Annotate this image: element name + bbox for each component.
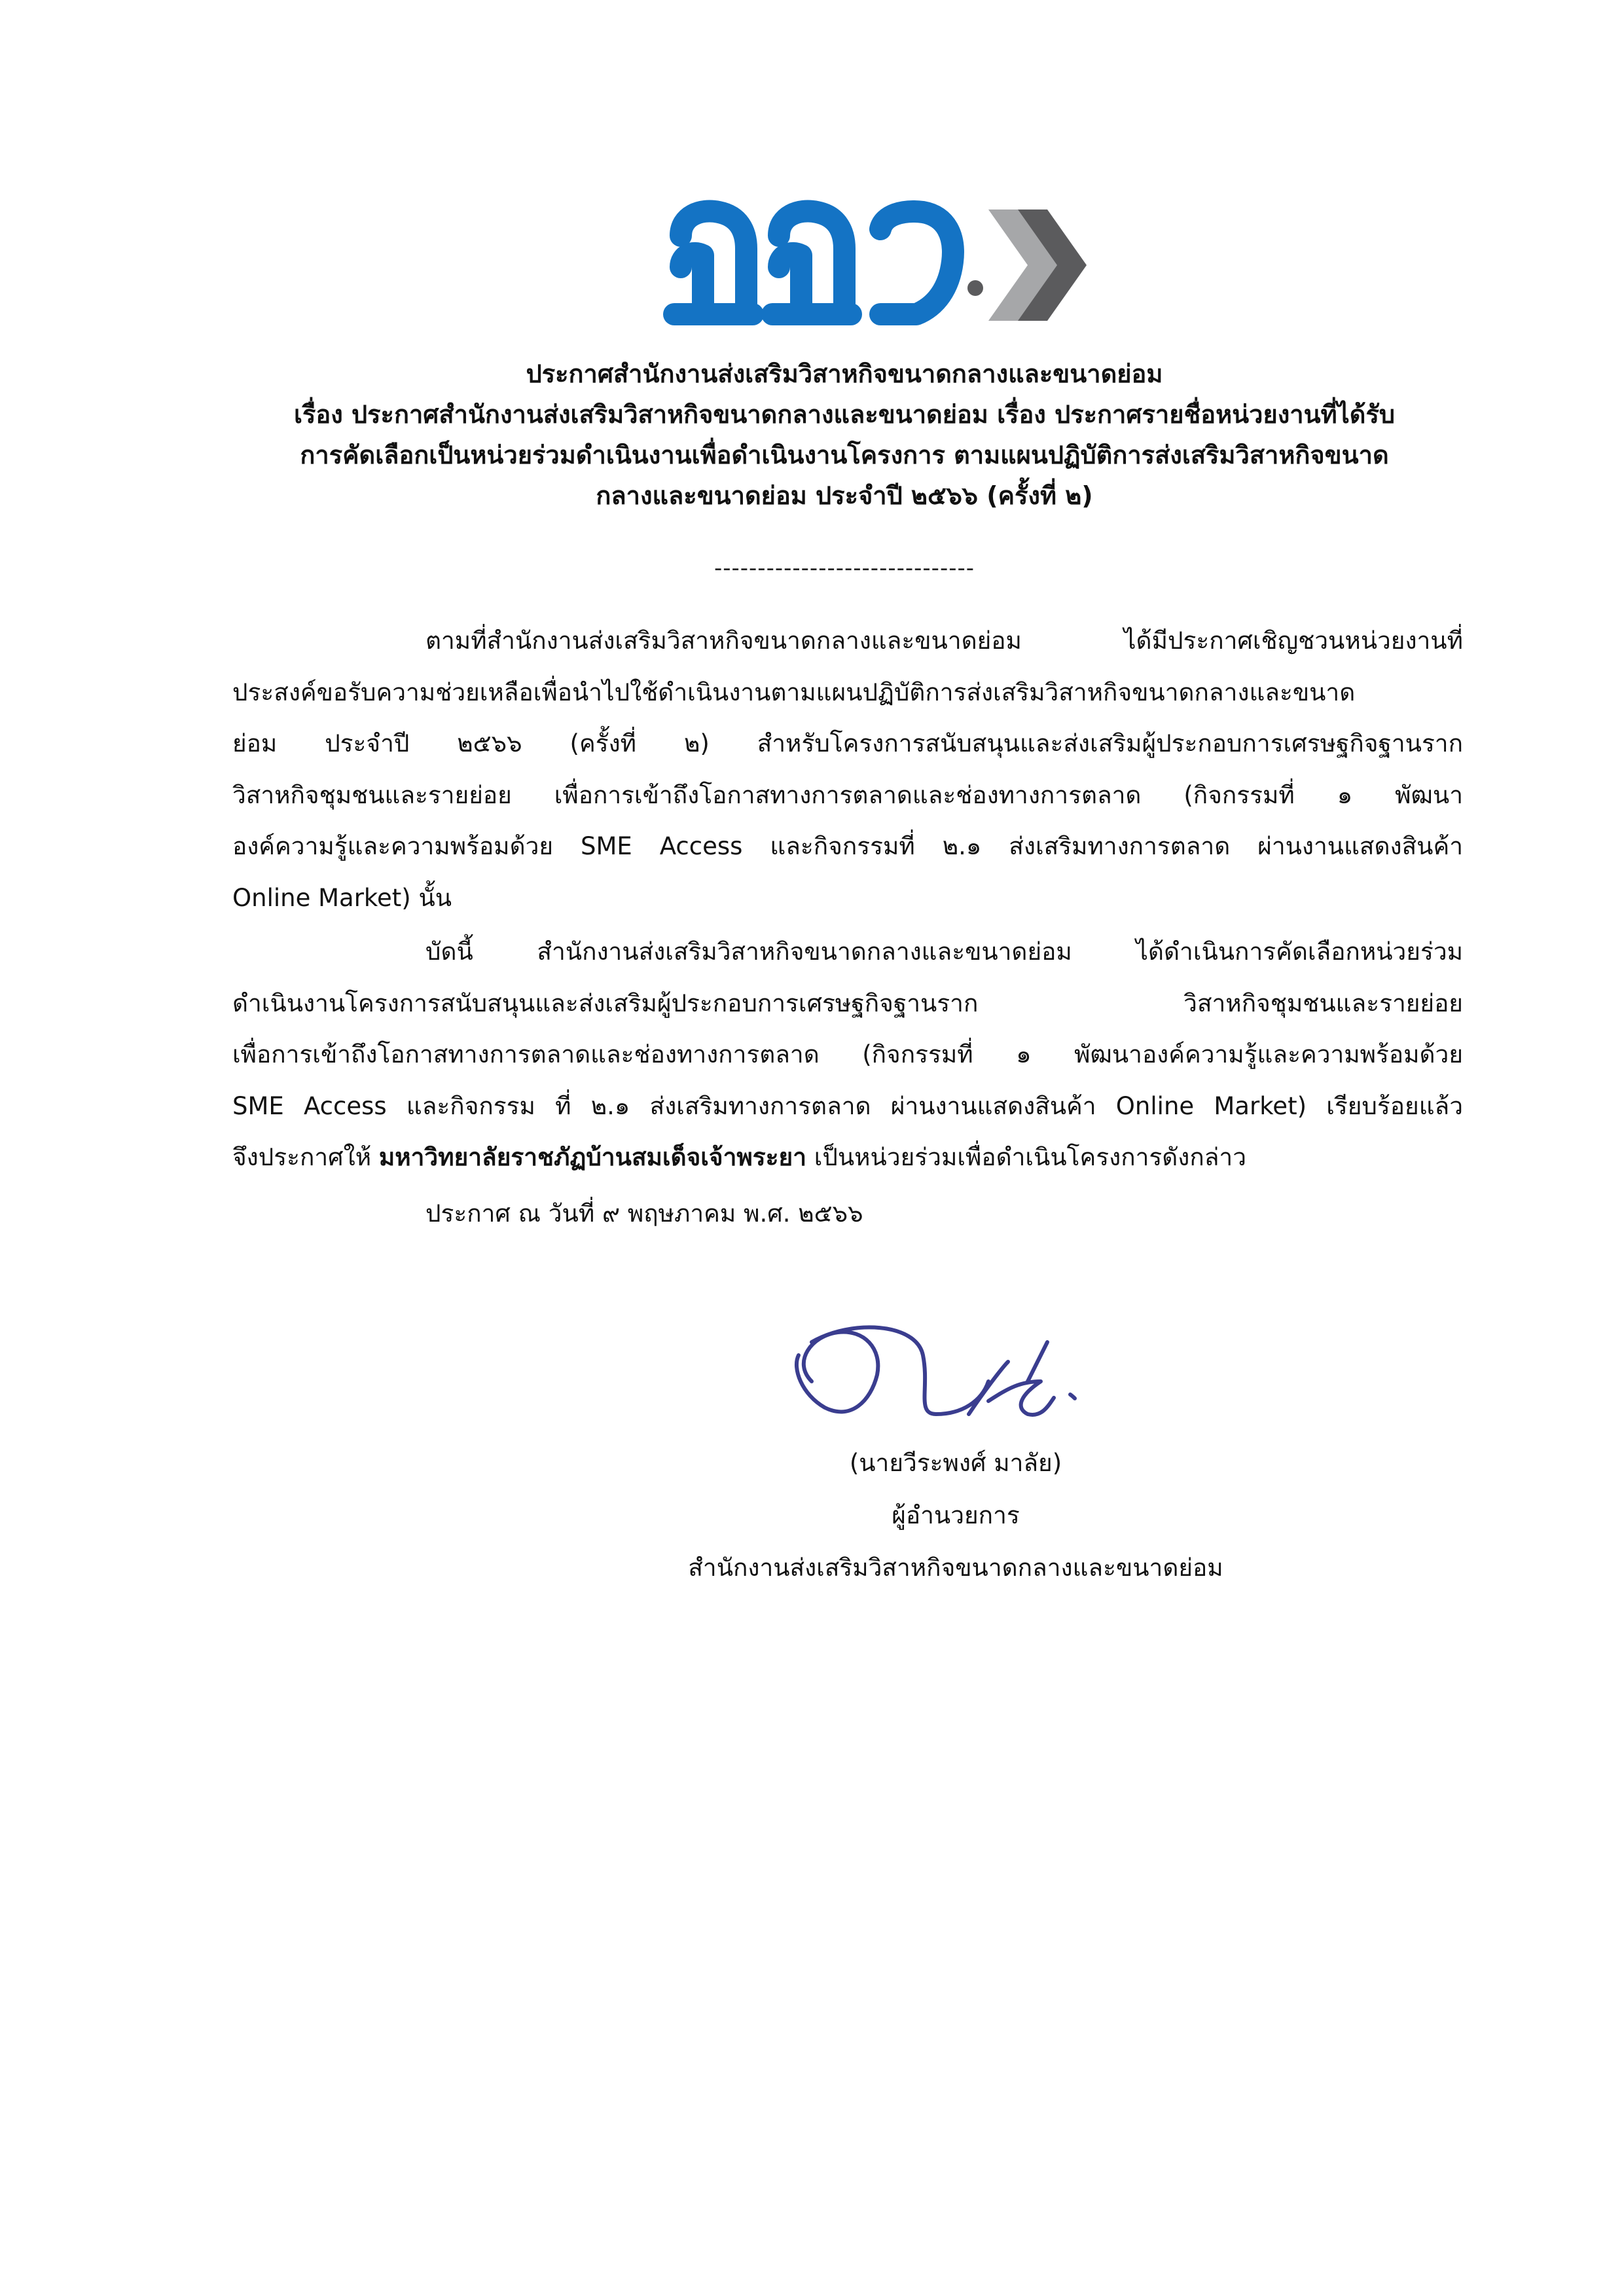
signatory-block (628, 1437, 1283, 1594)
announcement-heading (216, 354, 1473, 516)
heading-line-2: เรื่อง ประกาศสำนักงานส่งเสริมวิสาหกิจขนาดกลางและขนาดย่อม เรื่อง ประกาศรายชื่อหน่วยงานที่ได้รับ (294, 400, 1395, 429)
signatory-title: ผู้อำนวยการ (892, 1501, 1020, 1529)
heading-line-4: กลางและขนาดย่อม ประจำปี ๒๕๖๖ (ครั้งที่ ๒) (596, 481, 1093, 510)
paragraph-2-line: SME Access และกิจกรรม ที่ ๒.๑ ส่งเสริมทางการตลาด ผ่านงานแสดงสินค้า Online Market) เรียบร้อยแล้ว (232, 1091, 1463, 1120)
paragraph-1-line: ตามที่สำนักงานส่งเสริมวิสาหกิจขนาดกลางและขนาดย่อม ได้มีประกาศเชิญชวนหน่วยงานที่ (425, 627, 1463, 655)
paragraph-1-line: ย่อม ประจำปี ๒๕๖๖ (ครั้งที่ ๒) สำหรับโครงการสนับสนุนและส่งเสริมผู้ประกอบการเศรษฐกิจฐานราก (232, 729, 1463, 757)
announcement-date: ประกาศ ณ วันที่ ๙ พฤษภาคม พ.ศ. ๒๕๖๖ (425, 1199, 863, 1228)
paragraph-1 (232, 615, 1463, 924)
signatory-organization: สำนักงานส่งเสริมวิสาหกิจขนาดกลางและขนาดย่อม (688, 1554, 1223, 1582)
paragraph-2 (232, 926, 1463, 1184)
paragraph-1-line: Online Market) นั้น (232, 883, 452, 912)
paragraph-1-line: องค์ความรู้และความพร้อมด้วย SME Access และกิจกรรมที่ ๒.๑ ส่งเสริมทางการตลาด ผ่านงานแสดงสินค้า (232, 832, 1463, 860)
selected-organization: มหาวิทยาลัยราชภัฏบ้านสมเด็จเจ้าพระยา (378, 1143, 806, 1171)
paragraph-2-line: ดำเนินงานโครงการสนับสนุนและส่งเสริมผู้ประกอบการเศรษฐกิจฐานราก วิสาหกิจชุมชนและรายย่อย (232, 989, 1463, 1017)
handwritten-signature (772, 1316, 1139, 1447)
paragraph-2-line: บัดนี้ สำนักงานส่งเสริมวิสาหกิจขนาดกลางและขนาดย่อม ได้ดำเนินการคัดเลือกหน่วยร่วม (425, 938, 1463, 966)
last-line-suffix: เป็นหน่วยร่วมเพื่อดำเนินโครงการดังกล่าว (806, 1143, 1246, 1171)
signatory-name: (นายวีระพงศ์ มาลัย) (849, 1449, 1062, 1477)
last-line-prefix: จึงประกาศให้ (232, 1143, 379, 1171)
osmep-logo (655, 190, 1087, 347)
paragraph-2-line: เพื่อการเข้าถึงโอกาสทางการตลาดและช่องทางการตลาด (กิจกรรมที่ ๑ พัฒนาองค์ความรู้และความพร้อมด้วย (232, 1040, 1463, 1068)
paragraph-1-line: วิสาหกิจชุมชนและรายย่อย เพื่อการเข้าถึงโอกาสทางการตลาดและช่องทางการตลาด (กิจกรรมที่ ๑ พัฒนา (232, 780, 1463, 809)
heading-line-1: ประกาศสำนักงานส่งเสริมวิสาหกิจขนาดกลางและขนาดย่อม (526, 359, 1163, 388)
heading-separator: ------------------------------ (713, 555, 975, 581)
heading-line-3: การคัดเลือกเป็นหน่วยร่วมดำเนินงานเพื่อดำเนินงานโครงการ ตามแผนปฏิบัติการส่งเสริมวิสาหกิจขนาด (300, 441, 1389, 469)
paragraph-2-last-line (232, 1132, 1463, 1184)
paragraph-1-line: ประสงค์ขอรับความช่วยเหลือเพื่อนำไปใช้ดำเนินงานตามแผนปฏิบัติการส่งเสริมวิสาหกิจขนาดกลางและขนาด (232, 678, 1356, 706)
